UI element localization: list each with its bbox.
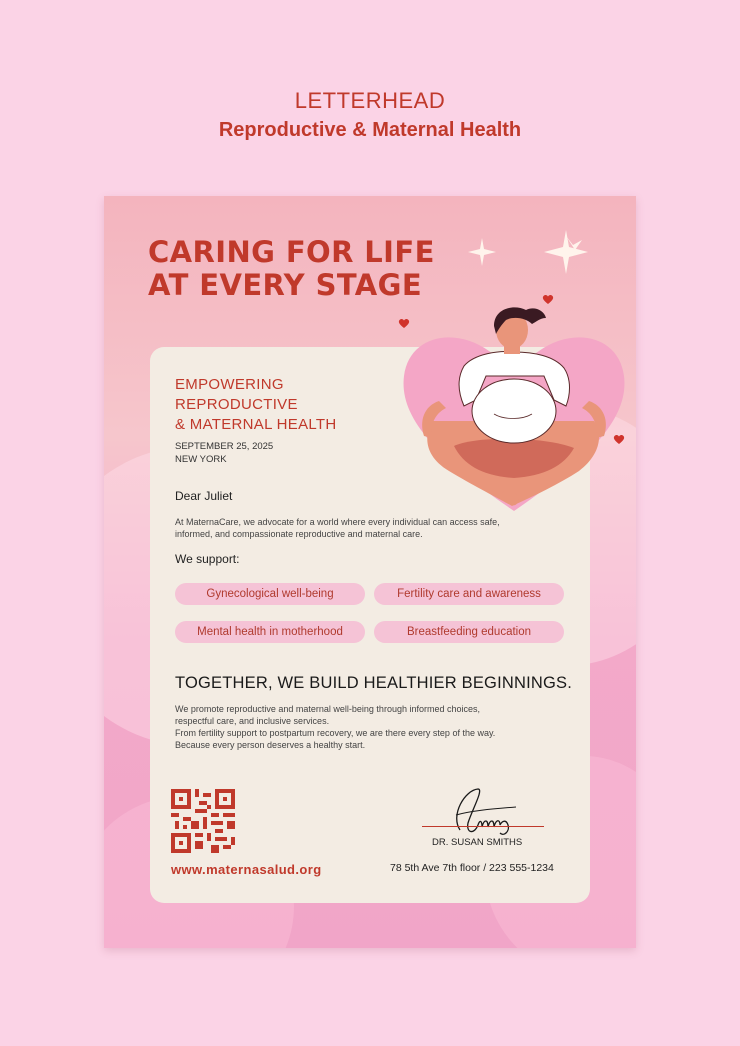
signature-line [422,826,544,827]
subject-title: Reproductive & Maternal Health [218,119,522,141]
sparkle-icon [466,236,498,268]
support-pill: Fertility care and awareness [374,583,564,605]
headline-line-2: AT EVERY STAGE [148,268,423,302]
date-location [175,440,273,466]
empowering-line-3: & MATERNAL HEALTH [175,416,337,433]
empowering-line-2: REPRODUCTIVE [175,396,298,413]
sparkle-icon [542,228,590,276]
support-label: We support: [175,552,240,566]
contact-info: 78 5th Ave 7th floor / 223 555-1234 [390,862,554,874]
empowering-line-1: EMPOWERING [175,376,284,393]
intro-line: informed, and compassionate reproductive and maternal care. [175,529,423,539]
support-pill: Breastfeeding education [374,621,564,643]
qr-code-icon[interactable] [171,789,235,853]
body-line: Because every person deserves a healthy start. [175,740,366,750]
support-pill: Mental health in motherhood [175,621,365,643]
letterhead-label: LETTERHEAD [294,88,446,113]
support-pill: Gynecological well-being [175,583,365,605]
pregnant-woman-illustration [394,296,634,526]
body-paragraph [175,703,575,751]
greeting: Dear Juliet [175,489,233,503]
empowering-heading [175,375,337,435]
headline-line-1: CARING FOR LIFE [148,235,435,269]
signature-icon [420,785,550,845]
website-link[interactable]: www.maternasalud.org [171,862,322,877]
body-line: respectful care, and inclusive services. [175,716,330,726]
letter-sheet [104,196,636,948]
headline [148,236,435,302]
tagline: TOGETHER, WE BUILD HEALTHIER BEGINNINGS. [175,674,573,692]
intro-line: At MaternaCare, we advocate for a world where every individual can access safe, [175,517,500,527]
letter-date: SEPTEMBER 25, 2025 [175,441,274,452]
body-line: We promote reproductive and maternal well-being through informed choices, [175,704,480,714]
body-line: From fertility support to postpartum recovery, we are there every step of the way. [175,728,496,738]
signer-name: DR. SUSAN SMITHS [432,837,523,848]
letter-location: NEW YORK [175,454,227,465]
